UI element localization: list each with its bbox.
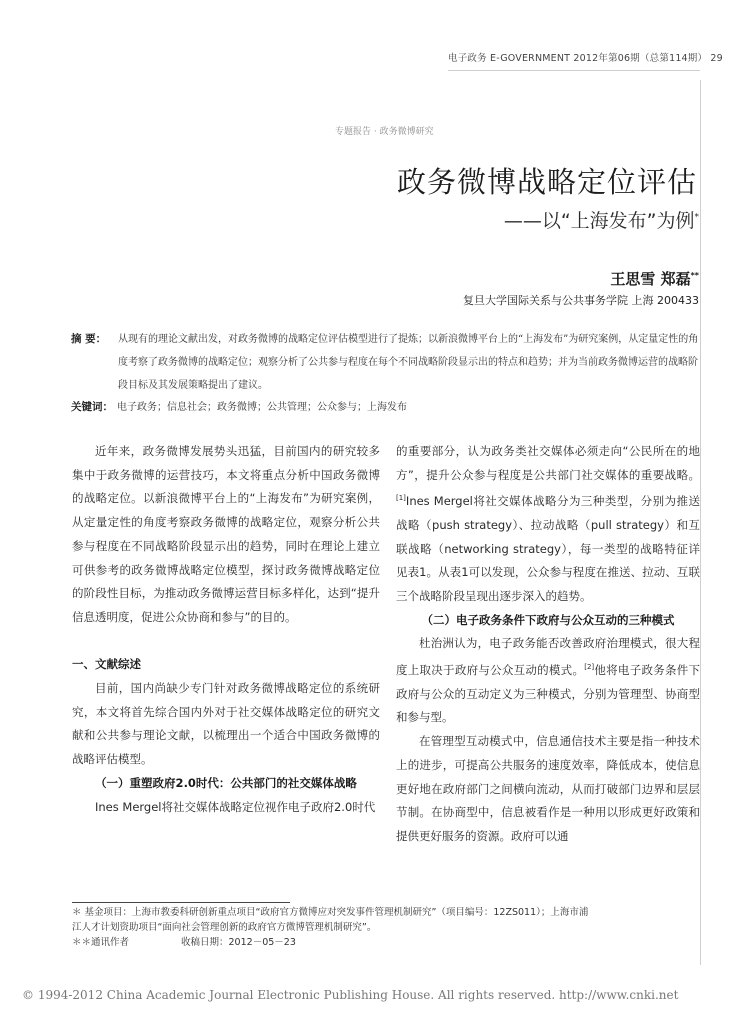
footnote-fund: ＊ 基金项目：上海市教委科研创新重点项目“政府官方微博应对突发事件管理机制研究”（项目编号：12ZS011）；上海市浦 [72, 907, 589, 918]
literature-review-paragraph: 目前，国内尚缺少专门针对政务微博战略定位的系统研究，本文将首先综合国内外对于社交媒体战略定位的研究文献和公共参与理论文献，以梳理出一个适合中国政务微博的战略评估模型。 [72, 681, 380, 767]
intro-paragraph: 近年来，政务微博发展势头迅猛，目前国内的研究较多集中于政务微博的运营技巧，本文将重点分析中国政务微博的战略定位。以新浪微博平台上的“上海发布”为研究案例，从定量定性的角度考察政务微博的战略定位，观察分析公共参与程度在不同战略阶段显示出的趋势，同时在理论上建立可供参考的政务微博战略定位模型，探讨政务微博战略定位的阶段性目标，为推动政务微博运营目标多样化，达到“提升信息透明度，促进公众协商和参与”的目的。 [72, 444, 380, 624]
right-column [396, 440, 700, 849]
subtitle-text: ——以“上海发布”为例 [503, 210, 695, 232]
copyright-notice: © 1994-2012 China Academic Journal Electronic Publishing House. All rights reserved. http://www.cnki.net [22, 988, 679, 1002]
subsection-heading-2: （二）电子政务条件下政府与公众互动的三种模式 [421, 612, 675, 627]
author-affiliation: 复旦大学国际关系与公共事务学院 上海 200433 [463, 294, 699, 307]
footnote-rule [72, 902, 290, 903]
author-footnote-mark: ** [690, 271, 699, 280]
article-subtitle [504, 206, 699, 233]
article-title: 政务微博战略定位评估 [396, 165, 697, 199]
author-names [610, 268, 699, 289]
abstract-label: 摘 要： [71, 333, 107, 345]
keywords-text: 电子政务；信息社会；政务微博；公共管理；公众参与；上海发布 [117, 402, 407, 413]
citation-ref-1[interactable]: [1] [396, 494, 406, 503]
margin-rule [700, 80, 701, 965]
subsection-heading-1: （一）重塑政府2.0时代：公共部门的社交媒体战略 [95, 775, 357, 790]
keywords [71, 398, 407, 414]
abstract-text: 从现有的理论文献出发，对政务微博的战略定位评估模型进行了提炼；以新浪微博平台上的“上海发布”为研究案例，从定量定性的角度考察了政务微博的战略定位；观察分析了公共参与程度在每个不同战略阶段显示出的特点和趋势；并为当前政务微博运营的战略阶段目标及其发展策略提出了建议。 [118, 334, 699, 391]
section-heading-literature-review: 一、文献综述 [72, 657, 141, 672]
keywords-label: 关键词： [71, 401, 113, 413]
strategy-text-a: 的重要部分，认为政务类社交媒体必须走向“公民所在的地方”，提升公众参与程度是公共部门社交媒体的重要战略。 [396, 444, 700, 482]
subsection-1-paragraph: Ines Mergel将社交媒体战略定位视作电子政府2.0时代 [95, 799, 376, 814]
footnotes [72, 905, 702, 950]
footnote-fund-continued: 江人才计划资助项目“面向社会管理创新的政府官方微博管理机制研究”。 [72, 922, 377, 933]
header-rule [448, 70, 700, 71]
footnote-received-date: 收稿日期：2012－05－23 [181, 937, 296, 948]
footnote-meta [72, 935, 702, 950]
interaction-models-paragraph [396, 632, 700, 730]
subtitle-footnote-mark: * [694, 212, 699, 223]
strategy-text-b: Ines Mergel将社交媒体战略分为三种类型，分别为推送战略（push strategy）、拉动战略（pull strategy）和互联战略（networking strategy），每一类型的战略特征详见表1。从表1可以发现，公众参与程度在推送、拉动、互联三个战略阶段呈现出逐步深入的趋势。 [396, 494, 700, 604]
running-head: 电子政务 E-GOVERNMENT 2012年第06期（总第114期） 29 [448, 53, 723, 64]
interaction-text-a: 杜治洲认为，电子政务能否改善政府治理模式，很大程度上取决于政府与公众互动的模式。 [396, 636, 700, 677]
footnote-corresponding-author: ＊＊通讯作者 [72, 937, 130, 948]
citation-ref-2[interactable]: [2] [584, 663, 595, 672]
author-names-text: 王思雪 郑磊 [610, 270, 691, 288]
section-label: 专题报告 · 政务微博研究 [335, 127, 434, 137]
left-column [72, 440, 380, 819]
management-model-paragraph: 在管理型互动模式中，信息通信技术主要是指一种技术上的进步，可提高公共服务的速度效率，降低成本，使信息更好地在政府部门之间横向流动，从而打破部门边界和层层节制。在协商型中，信息被看作是一种用以形成更好政策和提供更好服务的资源。政府可以通 [396, 734, 700, 843]
strategy-paragraph [396, 440, 700, 609]
interaction-text-b: 他将电子政务条件下政府与公众的互动定义为三种模式，分别为管理型、协商型和参与型。 [396, 662, 701, 725]
